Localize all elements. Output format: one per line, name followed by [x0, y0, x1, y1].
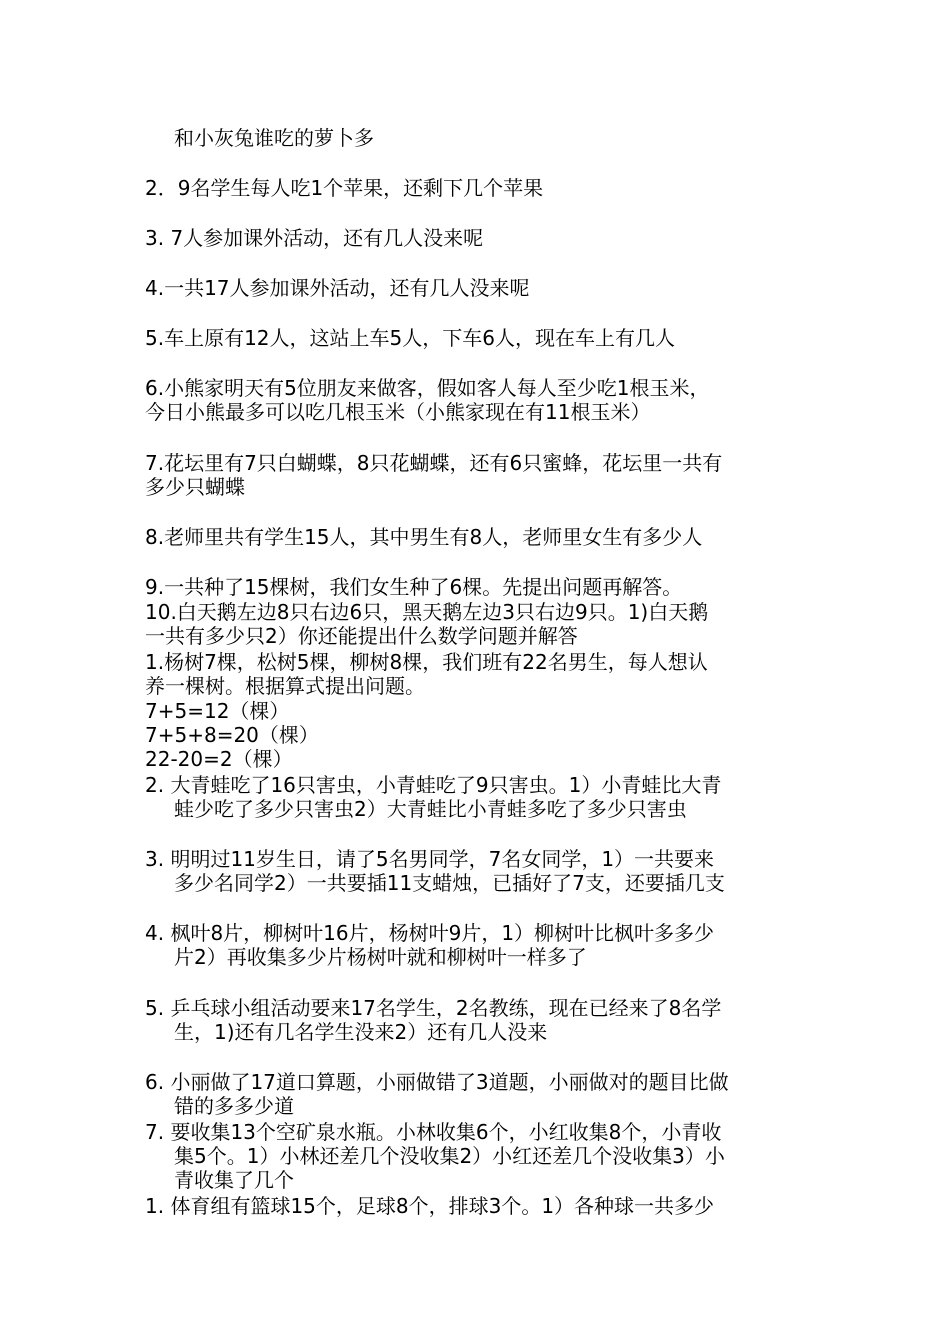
text-line: 片2）再收集多少片杨树叶就和柳树叶一样多了 — [174, 945, 587, 969]
text-line: 生，1)还有几名学生没来2）还有几人没来 — [174, 1020, 548, 1044]
text-line: 错的多多少道 — [174, 1094, 294, 1118]
text-line: 22-20=2（棵） — [145, 747, 293, 771]
text-line: 9.一共种了15棵树，我们女生种了6棵。先提出问题再解答。 — [145, 575, 683, 599]
text-line: 蛙少吃了多少只害虫2）大青蛙比小青蛙多吃了多少只害虫 — [174, 797, 687, 821]
text-line: 5.车上原有12人，这站上车5人，下车6人，现在车上有几人 — [145, 326, 675, 350]
text-line: 2. 大青蛙吃了16只害虫，小青蛙吃了9只害虫。1）小青蛙比大青 — [145, 773, 722, 797]
text-line: 2．9名学生每人吃1个苹果，还剩下几个苹果 — [145, 176, 544, 200]
text-line: 集5个。1）小林还差几个没收集2）小红还差几个没收集3）小 — [174, 1144, 725, 1168]
text-line: 5. 乒乓球小组活动要来17名学生，2名教练，现在已经来了8名学 — [145, 996, 722, 1020]
text-line: 6.小熊家明天有5位朋友来做客，假如客人每人至少吃1根玉米， — [145, 376, 710, 400]
text-line: 1.杨树7棵，松树5棵，柳树8棵，我们班有22名男生，每人想认 — [145, 650, 708, 674]
text-line: 养一棵树。根据算式提出问题。 — [145, 674, 425, 698]
text-line: 1. 体育组有篮球15个，足球8个，排球3个。1）各种球一共多少 — [145, 1194, 715, 1218]
text-line: 3. 明明过11岁生日，请了5名男同学，7名女同学，1）一共要来 — [145, 847, 715, 871]
text-line: 7+5=12（棵） — [145, 699, 290, 723]
text-line: 7+5+8=20（棵） — [145, 723, 319, 747]
text-line: 4.一共17人参加课外活动，还有几人没来呢 — [145, 276, 530, 300]
text-line: 7. 要收集13个空矿泉水瓶。小林收集6个，小红收集8个，小青收 — [145, 1120, 722, 1144]
text-line: 一共有多少只2）你还能提出什么数学问题并解答 — [145, 624, 578, 648]
text-line: 和小灰兔谁吃的萝卜多 — [174, 126, 374, 150]
text-line: 多少只蝴蝶 — [145, 475, 245, 499]
text-line: 7.花坛里有7只白蝴蝶，8只花蝴蝶，还有6只蜜蜂，花坛里一共有 — [145, 451, 723, 475]
text-line: 多少名同学2）一共要插11支蜡烛，已插好了7支，还要插几支 — [174, 871, 725, 895]
text-line: 8.老师里共有学生15人，其中男生有8人，老师里女生有多少人 — [145, 525, 703, 549]
text-line: 青收集了几个 — [174, 1168, 294, 1192]
text-line: 4. 枫叶8片，柳树叶16片，杨树叶9片，1）柳树叶比枫叶多多少 — [145, 921, 715, 945]
text-line: 今日小熊最多可以吃几根玉米（小熊家现在有11根玉米） — [145, 400, 651, 424]
text-line: 6. 小丽做了17道口算题，小丽做错了3道题，小丽做对的题目比做 — [145, 1070, 729, 1094]
text-line: 3. 7人参加课外活动，还有几人没来呢 — [145, 226, 484, 250]
text-line: 10.白天鹅左边8只右边6只，黑天鹅左边3只右边9只。1)白天鹅 — [145, 600, 709, 624]
